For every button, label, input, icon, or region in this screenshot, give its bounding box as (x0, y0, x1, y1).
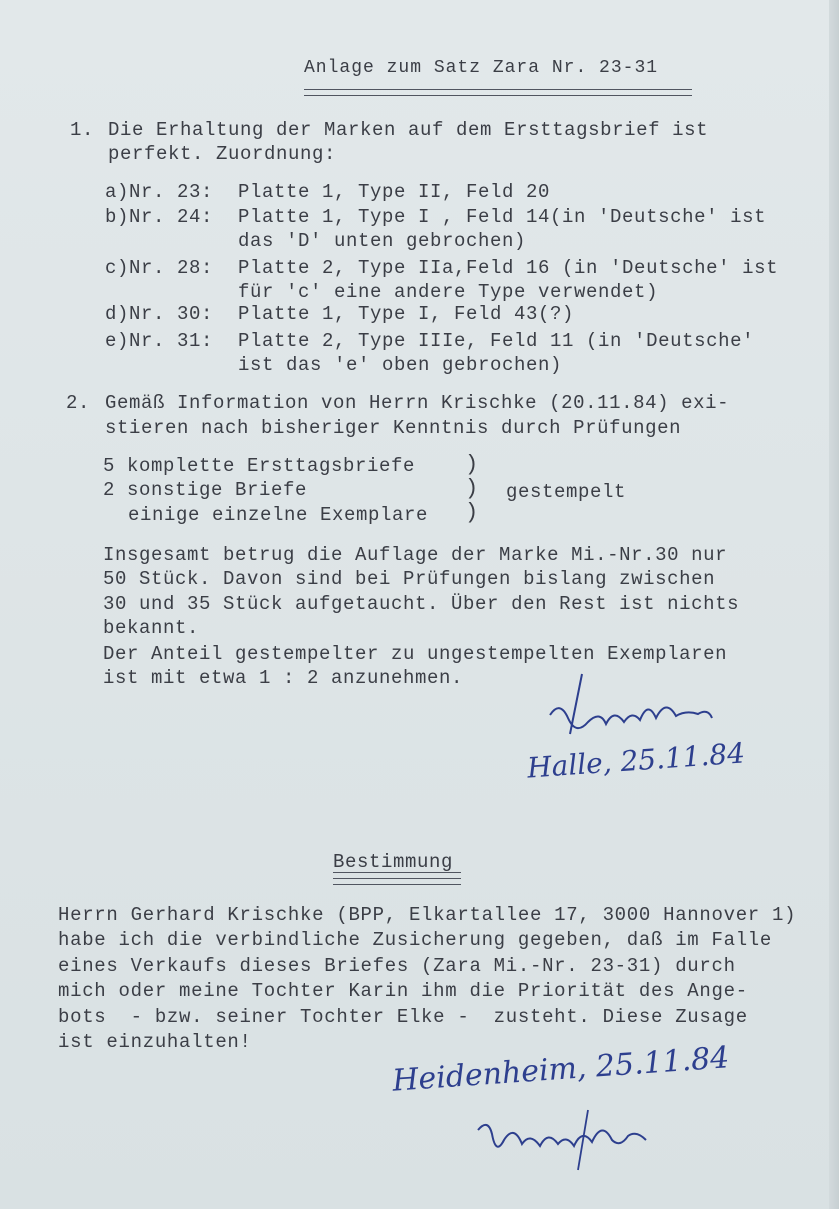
list-item: 2 sonstige Briefe (103, 479, 308, 501)
section-2-line: Gemäß Information von Herrn Krischke (20.11.84) exi- (105, 392, 730, 414)
section-1-line: perfekt. Zuordnung: (108, 143, 337, 165)
paragraph-line: Der Anteil gestempelter zu ungestempelten Exemplaren (103, 643, 728, 665)
entry-label: e)Nr. 31: (105, 330, 214, 352)
bestimmung-line: habe ich die verbindliche Zusicherung gegeben, daß im Falle (58, 929, 773, 951)
entry-text: Platte 2, Type IIIe, Feld 11 (in 'Deutsche' (238, 330, 755, 352)
section-1-number: 1. (70, 119, 95, 141)
entry-label: d)Nr. 30: (105, 303, 214, 325)
paragraph-line: Insgesamt betrug die Auflage der Marke Mi.-Nr.30 nur (103, 544, 728, 566)
heading-underline (333, 872, 461, 873)
entry-label: a)Nr. 23: (105, 181, 214, 203)
paragraph-line: ist mit etwa 1 : 2 anzunehmen. (103, 667, 464, 689)
title-underline (304, 89, 692, 96)
entry-text: Platte 1, Type I, Feld 43(?) (238, 303, 575, 325)
bracket-mark: ) ) ) (465, 452, 479, 525)
entry-text: Platte 1, Type II, Feld 20 (238, 181, 551, 203)
section-2-number: 2. (66, 392, 91, 414)
document-title: Anlage zum Satz Zara Nr. 23-31 (304, 58, 659, 78)
entry-text: das 'D' unten gebrochen) (238, 230, 527, 252)
paragraph-line: 50 Stück. Davon sind bei Prüfungen bislang zwischen (103, 568, 716, 590)
entry-text: ist das 'e' oben gebrochen) (238, 354, 563, 376)
bestimmung-line: bots - bzw. seiner Tochter Elke - zusteht. Diese Zusage (58, 1006, 748, 1028)
list-note: gestempelt (506, 481, 627, 503)
entry-text: Platte 1, Type I , Feld 14(in 'Deutsche' ist (238, 206, 767, 228)
entry-label: c)Nr. 28: (105, 257, 214, 279)
entry-text: für 'c' eine andere Type verwendet) (238, 281, 659, 303)
entry-text: Platte 2, Type IIa,Feld 16 (in 'Deutsche' ist (238, 257, 779, 279)
bestimmung-line: Herrn Gerhard Krischke (BPP, Elkartallee 17, 3000 Hannover 1) (58, 904, 797, 926)
section-2-line: stieren nach bisheriger Kenntnis durch Prüfungen (105, 417, 682, 439)
bestimmung-line: eines Verkaufs dieses Briefes (Zara Mi.-Nr. 23-31) durch (58, 955, 736, 977)
page-edge (829, 0, 839, 1209)
paragraph-line: 30 und 35 Stück aufgetaucht. Über den Rest ist nichts (103, 593, 740, 615)
handwritten-signature (470, 1100, 670, 1180)
bestimmung-line: ist einzuhalten! (58, 1031, 252, 1053)
section-1-line: Die Erhaltung der Marken auf dem Ersttagsbrief ist (108, 119, 709, 141)
bestimmung-line: mich oder meine Tochter Karin ihm die Priorität des Ange- (58, 980, 748, 1002)
bestimmung-heading: Bestimmung (333, 851, 454, 873)
signature-place-date: Halle, 25.11.84 (526, 736, 746, 785)
entry-label: b)Nr. 24: (105, 206, 214, 228)
list-item: 5 komplette Ersttagsbriefe (103, 455, 416, 477)
signature-place-date: Heidenheim, 25.11.84 (391, 1040, 731, 1099)
list-item: einige einzelne Exemplare (128, 504, 429, 526)
heading-double-underline (333, 878, 461, 885)
paragraph-line: bekannt. (103, 617, 200, 639)
